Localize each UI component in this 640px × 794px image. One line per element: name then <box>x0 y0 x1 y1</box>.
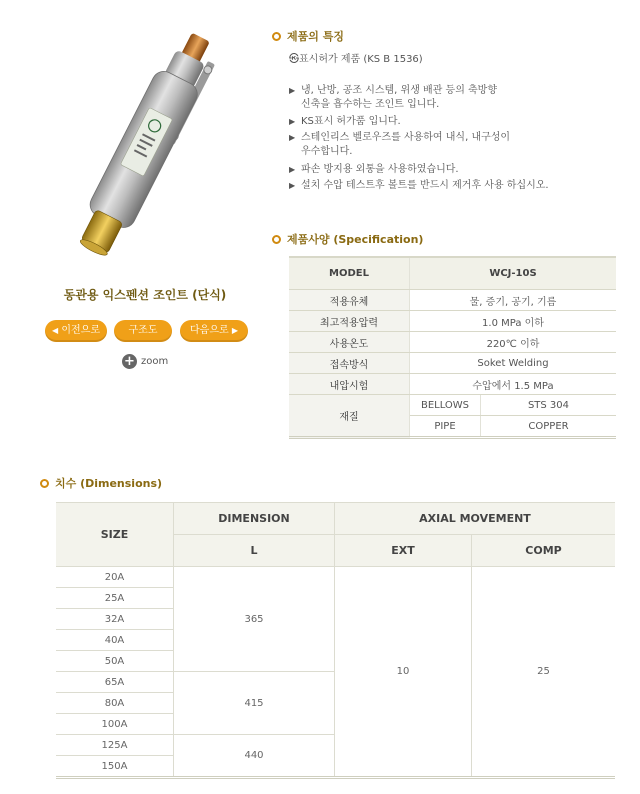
spec-row <box>289 353 616 374</box>
size-cell: 50A <box>56 651 174 672</box>
comp-cell: 25 <box>472 567 616 778</box>
spec-title <box>272 231 423 247</box>
size-cell: 25A <box>56 588 174 609</box>
size-cell: 40A <box>56 630 174 651</box>
material-value: COPPER <box>481 416 617 438</box>
structure-button-label: 구조도 <box>128 325 158 336</box>
model-label: MODEL <box>289 257 410 290</box>
ext-header: EXT <box>335 535 472 567</box>
features-title-text: 제품의 특징 <box>287 30 344 43</box>
zoom-button[interactable] <box>122 354 168 369</box>
circle-bullet-icon <box>40 479 49 488</box>
size-cell: 20A <box>56 567 174 588</box>
circle-bullet-icon <box>272 235 281 244</box>
size-cell: 80A <box>56 693 174 714</box>
spec-table <box>289 256 616 439</box>
feature-text: 스테인리스 벨로우즈를 사용하여 내식, 내구성이 우수합니다. <box>301 132 511 157</box>
dimensions-title-text: 치수 (Dimensions) <box>55 477 163 490</box>
spec-value: 물, 증기, 공기, 기름 <box>410 290 617 311</box>
size-cell: 100A <box>56 714 174 735</box>
spec-row <box>289 374 616 395</box>
triangle-bullet-icon: ▶ <box>289 181 296 190</box>
feature-item <box>289 163 459 177</box>
feature-item <box>289 115 401 129</box>
model-value: WCJ-10S <box>410 257 617 290</box>
circle-bullet-icon <box>272 32 281 41</box>
l-cell: 415 <box>174 672 335 735</box>
triangle-bullet-icon: ▶ <box>289 165 296 174</box>
next-button[interactable] <box>180 320 248 342</box>
ks-certification-line: ㉿표시허가 제품 (KS B 1536) <box>289 54 423 65</box>
next-button-label: 다음으로 <box>190 325 229 336</box>
structure-button[interactable] <box>114 320 172 342</box>
product-name: 동관용 익스펜션 조인트 (단식) <box>63 288 227 302</box>
feature-item <box>289 179 549 193</box>
comp-header: COMP <box>472 535 616 567</box>
product-image <box>40 20 252 270</box>
feature-item <box>289 131 510 159</box>
size-cell: 32A <box>56 609 174 630</box>
axial-header: AXIAL MOVEMENT <box>335 503 616 535</box>
material-part: BELLOWS <box>410 395 481 416</box>
spec-value: 220℃ 이하 <box>410 332 617 353</box>
size-header: SIZE <box>56 503 174 567</box>
feature-text: 설치 수압 테스트후 볼트를 반드시 제거후 사용 하십시오. <box>301 180 549 191</box>
spec-label: 사용온도 <box>289 332 410 353</box>
features-title <box>272 28 344 44</box>
l-cell: 365 <box>174 567 335 672</box>
feature-text: 냉, 난방, 공조 시스템, 위생 배관 등의 축방향 신축을 흡수하는 조인트 입니다. <box>301 85 498 110</box>
feature-text: KS표시 허가품 입니다. <box>301 116 401 127</box>
material-label: 재질 <box>289 395 410 438</box>
spec-label: 적용유체 <box>289 290 410 311</box>
spec-label: 접속방식 <box>289 353 410 374</box>
spec-label: 최고적용압력 <box>289 311 410 332</box>
spec-value: 1.0 MPa 이하 <box>410 311 617 332</box>
triangle-bullet-icon: ▶ <box>289 86 296 95</box>
ext-cell: 10 <box>335 567 472 778</box>
plus-icon: + <box>122 354 137 369</box>
spec-header-row <box>289 257 616 290</box>
spec-row <box>289 290 616 311</box>
spec-row <box>289 395 616 416</box>
prev-button-label: 이전으로 <box>61 325 100 336</box>
feature-text: 파손 방지용 외통을 사용하였습니다. <box>301 164 459 175</box>
dims-header-row <box>56 503 615 535</box>
spec-row <box>289 332 616 353</box>
feature-item <box>289 84 497 112</box>
spec-row <box>289 311 616 332</box>
zoom-label: zoom <box>141 356 169 367</box>
material-value: STS 304 <box>481 395 617 416</box>
size-cell: 125A <box>56 735 174 756</box>
arrow-right-icon: ▶ <box>231 326 238 335</box>
prev-button[interactable] <box>45 320 107 342</box>
dimensions-title <box>40 475 162 491</box>
size-cell: 150A <box>56 756 174 778</box>
spec-value: Soket Welding <box>410 353 617 374</box>
spec-title-text: 제품사양 (Specification) <box>287 233 424 246</box>
triangle-bullet-icon: ▶ <box>289 117 296 126</box>
arrow-left-icon: ◀ <box>52 326 59 335</box>
table-row <box>56 567 615 588</box>
triangle-bullet-icon: ▶ <box>289 133 296 142</box>
size-cell: 65A <box>56 672 174 693</box>
l-header: L <box>174 535 335 567</box>
spec-label: 내압시험 <box>289 374 410 395</box>
material-part: PIPE <box>410 416 481 438</box>
dimensions-table <box>56 502 615 779</box>
l-cell: 440 <box>174 735 335 778</box>
dimension-header: DIMENSION <box>174 503 335 535</box>
spec-value: 수압에서 1.5 MPa <box>410 374 617 395</box>
